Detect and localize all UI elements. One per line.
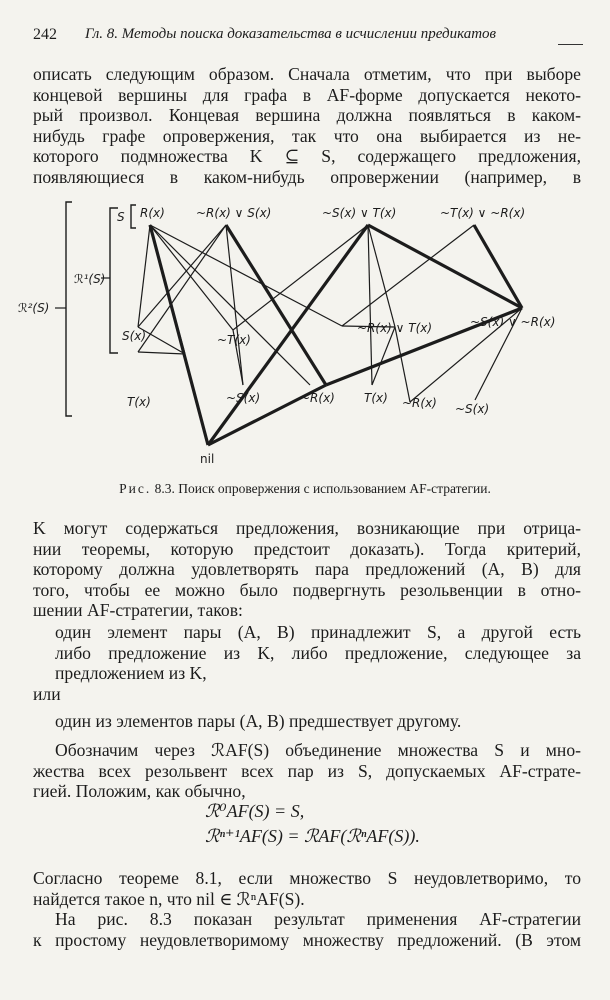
text-line: которого подмножества K ⊆ S, содержащего предложения, <box>33 146 581 166</box>
text-line: K могут содержаться предложения, возникающие при отрица- <box>33 518 581 538</box>
figure-caption <box>0 481 610 497</box>
nil-label: nil <box>200 452 215 466</box>
clause-label: ~S(x) <box>455 402 490 416</box>
refutation-graph-figure <box>0 190 610 475</box>
condition-1 <box>33 622 581 684</box>
paragraph-2 <box>33 518 581 621</box>
text-line: которому должна удовлетворять пара предложений (A, B) для <box>33 559 581 579</box>
clause-label: ~T(x) <box>217 333 251 347</box>
text-line: жества всех резольвент всех пар из S, допускаемых AF-страте- <box>33 760 581 781</box>
text-line: шении AF-стратегии, таков: <box>33 600 243 620</box>
text-line: один элемент пары (A, B) принадлежит S, а другой есть <box>55 622 581 642</box>
bracket-r1-label: ℛ¹(S) <box>74 272 106 286</box>
clause-label: ~S(x) ∨ ~R(x) <box>470 315 556 329</box>
text-line: концевой вершины для графа в AF-форме допускается некото- <box>33 84 581 105</box>
text-line: к простому неудовлетворимому множеству предложений. (В этом <box>33 929 581 950</box>
text-line: Обозначим через ℛAF(S) объединение множества S и мно- <box>55 740 581 760</box>
text-line: Согласно теореме 8.1, если множество S неудовлетворимо, то <box>33 868 581 888</box>
clause-label: ~R(x) <box>300 391 335 405</box>
caption-text: Поиск опровержения с использованием AF-стратегии. <box>178 481 491 496</box>
bracket-s-label: S <box>117 210 125 224</box>
clause-label: ~R(x) ∨ T(x) <box>357 321 433 335</box>
clause-label: ~R(x) ∨ S(x) <box>196 206 272 220</box>
paragraph-1 <box>33 64 581 187</box>
text-line: нии теоремы, которую предстоит доказать). Тогда критерий, <box>33 538 581 559</box>
running-title: Гл. 8. Методы поиска доказательства в исчислении предикатов <box>85 26 497 42</box>
clause-label: T(x) <box>364 391 388 405</box>
bracket-r2-label: ℛ²(S) <box>18 301 50 315</box>
text-line: гией. Положим, как обычно, <box>33 781 246 801</box>
paragraph-5 <box>33 909 581 950</box>
page-header <box>33 22 583 48</box>
text-line: предложением из K, <box>55 663 207 683</box>
text-line: того, чтобы ее можно было подвергнуть резольвенции в отно- <box>33 579 581 600</box>
clause-label: ~T(x) ∨ ~R(x) <box>440 206 526 220</box>
condition-2 <box>33 711 581 732</box>
paragraph-4 <box>33 868 581 909</box>
text-line: На рис. 8.3 показан результат применения AF-стратегии <box>55 909 581 929</box>
clause-label: ~S(x) <box>226 391 261 405</box>
header-rule <box>558 44 583 45</box>
text-line: появляющиеся в каком-нибудь опровержении (например, в <box>33 166 581 187</box>
text-line: рый произвол. Концевая вершина должна появляться в каком- <box>33 105 581 125</box>
clause-label: ~S(x) ∨ T(x) <box>322 206 397 220</box>
text-line: описать следующим образом. Сначала отметим, что при выборе <box>33 64 581 84</box>
clause-label: T(x) <box>127 395 151 409</box>
bracket-r2 <box>66 202 72 416</box>
text-line: один из элементов пары (A, B) предшествует другому. <box>55 711 462 731</box>
paragraph-3 <box>33 740 581 802</box>
formula-base: ℛ⁰AF(S) = S, <box>205 801 305 821</box>
caption-number: 8.3. <box>154 481 175 496</box>
bracket-s <box>131 205 136 228</box>
bracket-r1 <box>110 208 118 353</box>
text-line: нибудь графе опровержения, так что она выбирается из не- <box>33 125 581 146</box>
text-line: либо предложение из K, либо предложение, следующее за <box>55 642 581 663</box>
clause-label: S(x) <box>122 329 147 343</box>
formula-recursive: ℛⁿ⁺¹AF(S) = ℛAF(ℛⁿAF(S)). <box>205 826 420 846</box>
caption-prefix: Рис. <box>119 481 152 496</box>
thin-edges <box>138 225 522 402</box>
or-word: или <box>33 684 61 704</box>
clause-label: R(x) <box>140 206 165 220</box>
clause-label: ~R(x) <box>402 396 437 410</box>
page-number: 242 <box>33 26 57 43</box>
text-line: найдется такое n, что nil ∈ ℛⁿAF(S). <box>33 888 305 909</box>
